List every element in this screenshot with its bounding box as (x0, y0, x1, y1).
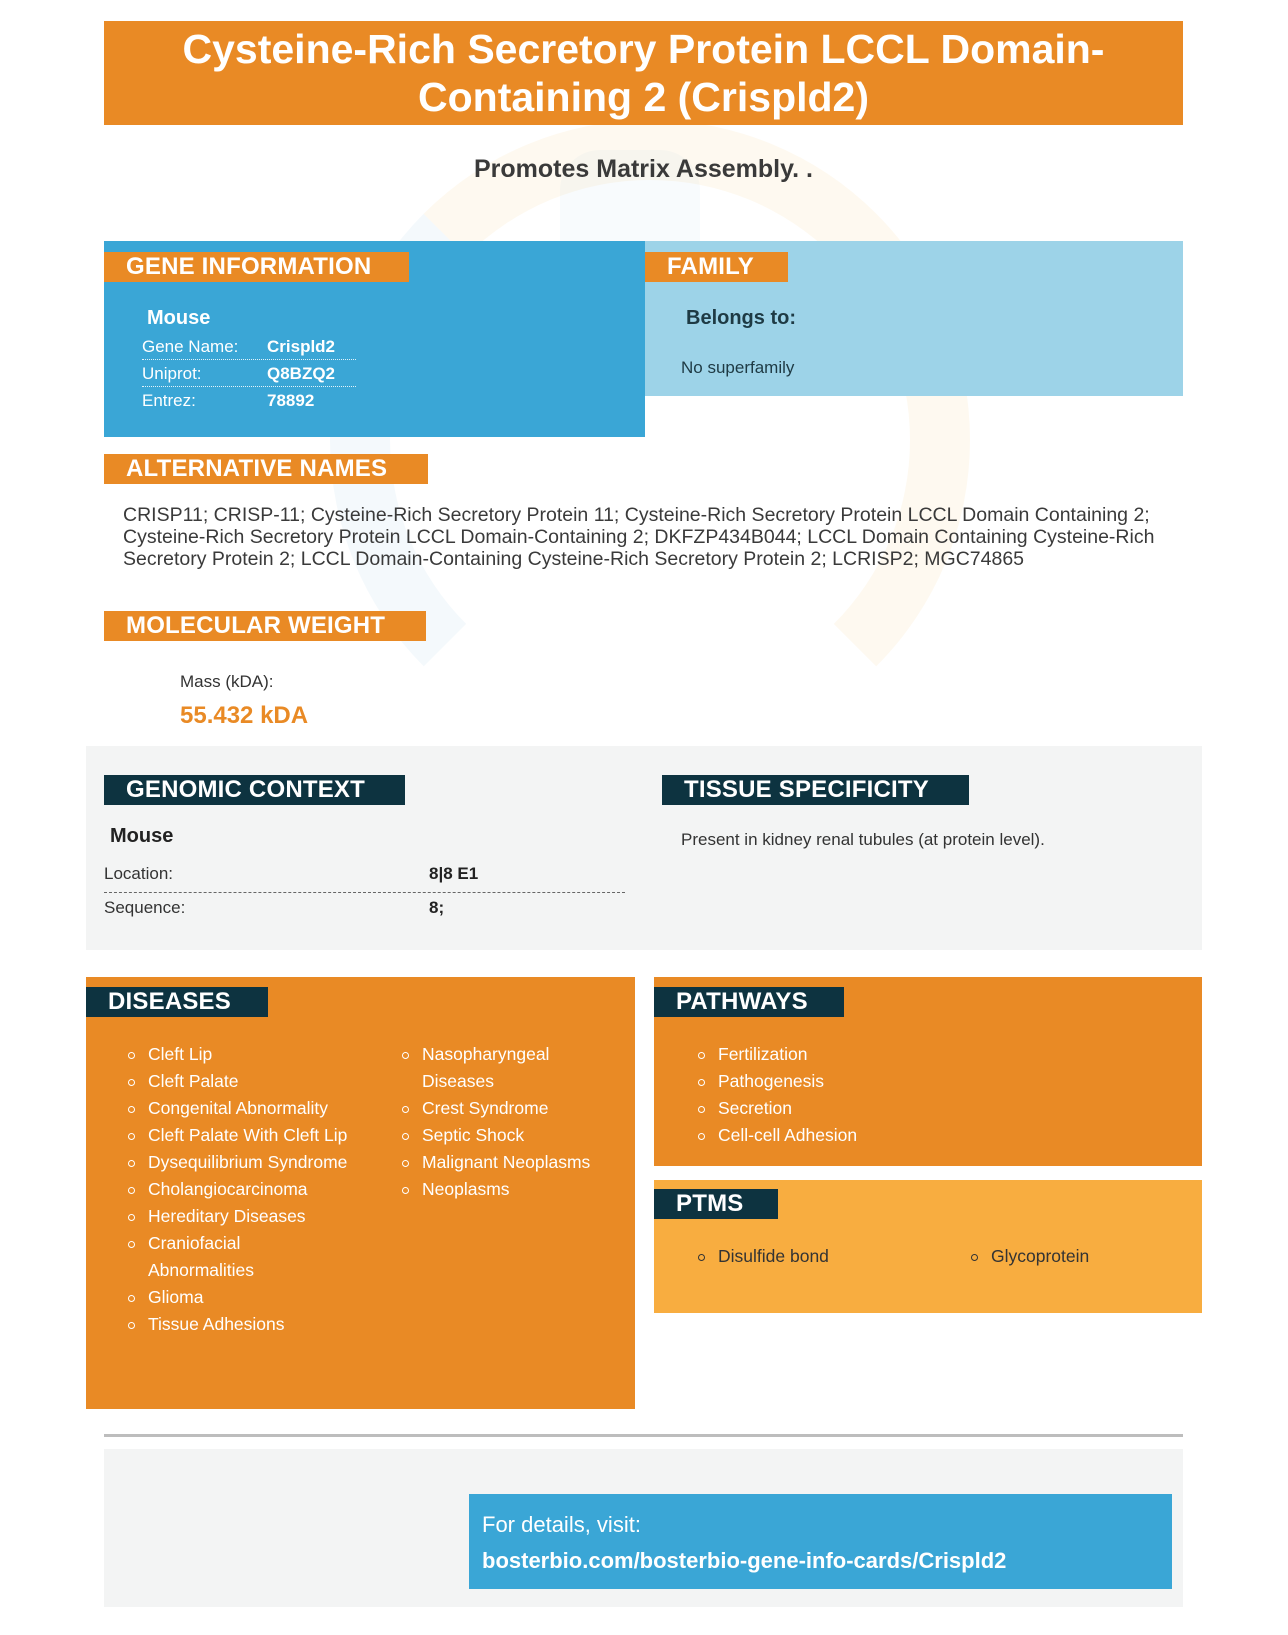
mass-label: Mass (kDA): (180, 672, 274, 691)
molecular-weight-heading: MOLECULAR WEIGHT (104, 611, 426, 641)
sequence-row (104, 893, 625, 927)
gene-information-heading: GENE INFORMATION (104, 252, 409, 282)
list-item: Cleft Palate With Cleft Lip (128, 1122, 348, 1149)
list-item: Cleft Lip (128, 1041, 348, 1068)
ptms-heading: PTMS (654, 1189, 778, 1219)
gene-name-label: Gene Name: (142, 337, 239, 356)
location-value: 8|8 E1 (429, 864, 479, 883)
alternative-names-text: CRISP11; CRISP-11; Cysteine-Rich Secretory Protein 11; Cysteine-Rich Secretory Protein LCCL Domain Containing 2; Cysteine-Rich Secretory Protein LCCL Domain-Containing 2; DKFZP434B044; LCCL Domain Containing Cysteine-Rich Secretory Protein 2; LCCL Domain-Containing Cysteine-Rich Secretory Protein 2; LCRISP2; MGC74865 (123, 504, 1155, 570)
footer-visit-text: For details, visit: (482, 1512, 641, 1537)
ptms-list-col2 (971, 1243, 1171, 1270)
list-item: Secretion (698, 1095, 998, 1122)
tissue-specificity-text: Present in kidney renal tubules (at protein level). (681, 830, 1045, 849)
location-label: Location: (104, 864, 173, 883)
location-row (104, 859, 625, 893)
sequence-value: 8; (429, 898, 445, 917)
uniprot-row (142, 360, 356, 387)
pathways-list (698, 1041, 998, 1149)
entrez-label: Entrez: (142, 391, 196, 410)
list-item: Hereditary Diseases (128, 1203, 348, 1230)
entrez-row (142, 387, 356, 414)
list-item: Crest Syndrome (402, 1095, 617, 1122)
list-item: Septic Shock (402, 1122, 617, 1149)
list-item: Pathogenesis (698, 1068, 998, 1095)
list-item: Cell-cell Adhesion (698, 1122, 998, 1149)
list-item: Disulfide bond (698, 1243, 898, 1270)
entrez-value: 78892 (267, 391, 315, 410)
diseases-list-col1 (128, 1041, 348, 1338)
family-value: No superfamily (681, 358, 795, 377)
family-belongs-label: Belongs to: (686, 307, 796, 329)
footer-link-box[interactable] (469, 1494, 1172, 1589)
uniprot-label: Uniprot: (142, 364, 202, 383)
list-item: Fertilization (698, 1041, 998, 1068)
list-item: Tissue Adhesions (128, 1311, 348, 1338)
page-title: Cysteine-Rich Secretory Protein LCCL Domain-Containing 2 (Crispld2) (182, 26, 1105, 120)
gene-name-value: Crispld2 (267, 337, 336, 356)
diseases-heading: DISEASES (86, 987, 268, 1017)
tissue-specificity-heading: TISSUE SPECIFICITY (662, 775, 969, 805)
list-item: Cleft Palate (128, 1068, 348, 1095)
alternative-names-heading: ALTERNATIVE NAMES (104, 454, 428, 484)
list-item: Glioma (128, 1284, 348, 1311)
list-item: Nasopharyngeal Diseases (402, 1041, 617, 1095)
list-item: Malignant Neoplasms (402, 1149, 617, 1176)
footer-link[interactable]: bosterbio.com/bosterbio-gene-info-cards/Crispld2 (482, 1548, 1007, 1573)
genomic-context-heading: GENOMIC CONTEXT (104, 775, 405, 805)
mass-value: 55.432 kDA (180, 702, 309, 729)
list-item: Neoplasms (402, 1176, 617, 1203)
uniprot-value: Q8BZQ2 (267, 364, 336, 383)
page-subtitle: Promotes Matrix Assembly. . (473, 155, 813, 183)
divider (104, 1434, 1183, 1437)
family-heading: FAMILY (645, 252, 788, 282)
pathways-heading: PATHWAYS (654, 987, 844, 1017)
list-item: Craniofacial Abnormalities (128, 1230, 348, 1284)
diseases-list-col2 (402, 1041, 617, 1203)
gene-name-row (142, 333, 356, 360)
list-item: Dysequilibrium Syndrome (128, 1149, 348, 1176)
genomic-species: Mouse (110, 825, 174, 847)
sequence-label: Sequence: (104, 898, 186, 917)
list-item: Glycoprotein (971, 1243, 1171, 1270)
ptms-list-col1 (698, 1243, 898, 1270)
list-item: Congenital Abnormality (128, 1095, 348, 1122)
title-banner (104, 21, 1183, 125)
list-item: Cholangiocarcinoma (128, 1176, 348, 1203)
gene-species: Mouse (147, 307, 211, 329)
